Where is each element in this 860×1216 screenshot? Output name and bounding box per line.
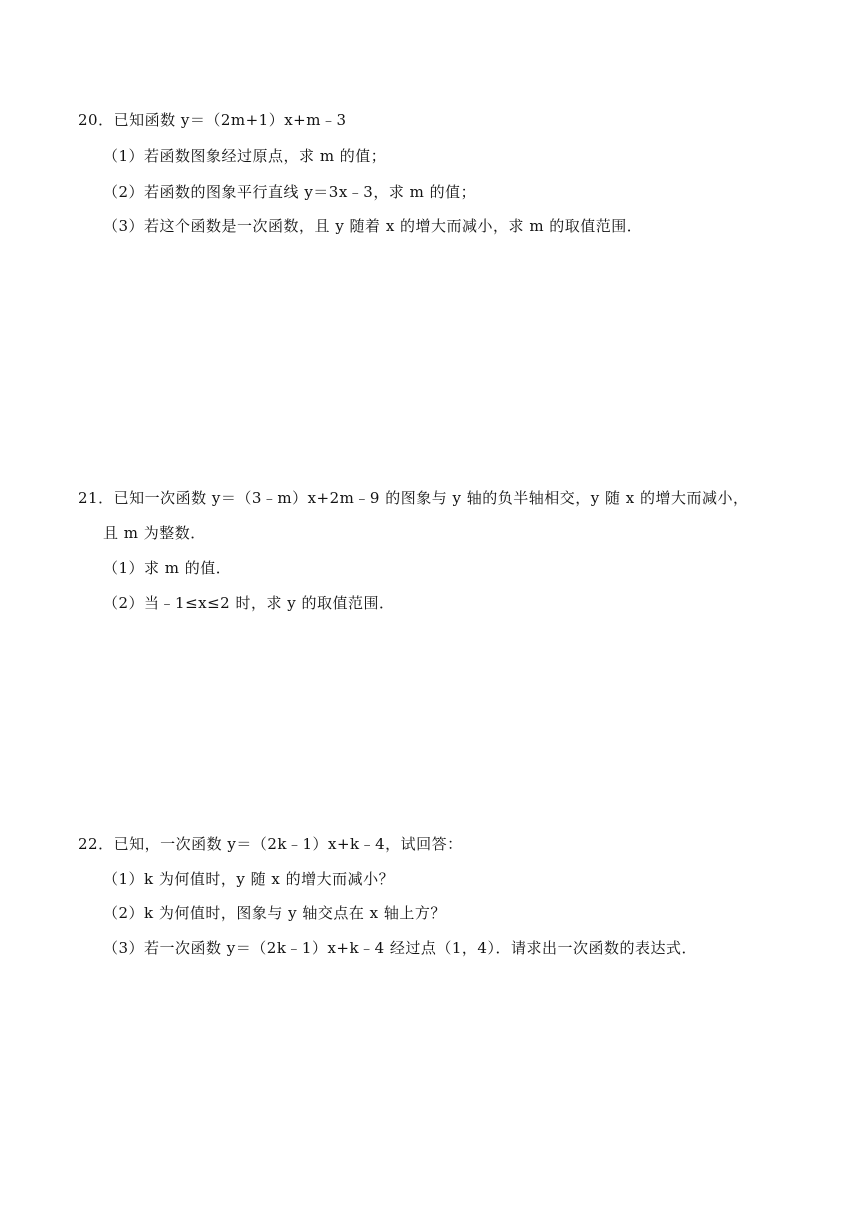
problem-part: （1）求 m 的值．	[103, 559, 232, 577]
problem-stem: 22．已知，一次函数 y＝（2k﹣1）x+k﹣4，试回答：	[78, 835, 463, 853]
problem-part: （3）若一次函数 y＝（2k﹣1）x+k﹣4 经过点（1，4）．请求出一次函数的表达式．	[103, 939, 697, 957]
problem-part: （1）若函数图象经过原点，求 m 的值；	[103, 147, 387, 165]
problem-part: （1）k 为何值时，y 随 x 的增大而减小？	[103, 870, 395, 888]
problem-part: （3）若这个函数是一次函数，且 y 随着 x 的增大而减小，求 m 的取值范围．	[103, 217, 643, 235]
problem-stem-continuation: 且 m 为整数．	[103, 524, 206, 542]
problem-part: （2）当﹣1≤x≤2 时，求 y 的取值范围．	[103, 594, 395, 612]
problem-part: （2）若函数的图象平行直线 y＝3x﹣3，求 m 的值；	[103, 183, 477, 201]
problem-part: （2）k 为何值时，图象与 y 轴交点在 x 轴上方？	[103, 904, 446, 922]
problem-stem: 21．已知一次函数 y＝（3﹣m）x+2m﹣9 的图象与 y 轴的负半轴相交，y 随 x 的增大而减小，	[78, 489, 749, 507]
problem-stem: 20．已知函数 y＝（2m+1）x+m﹣3	[78, 111, 347, 129]
